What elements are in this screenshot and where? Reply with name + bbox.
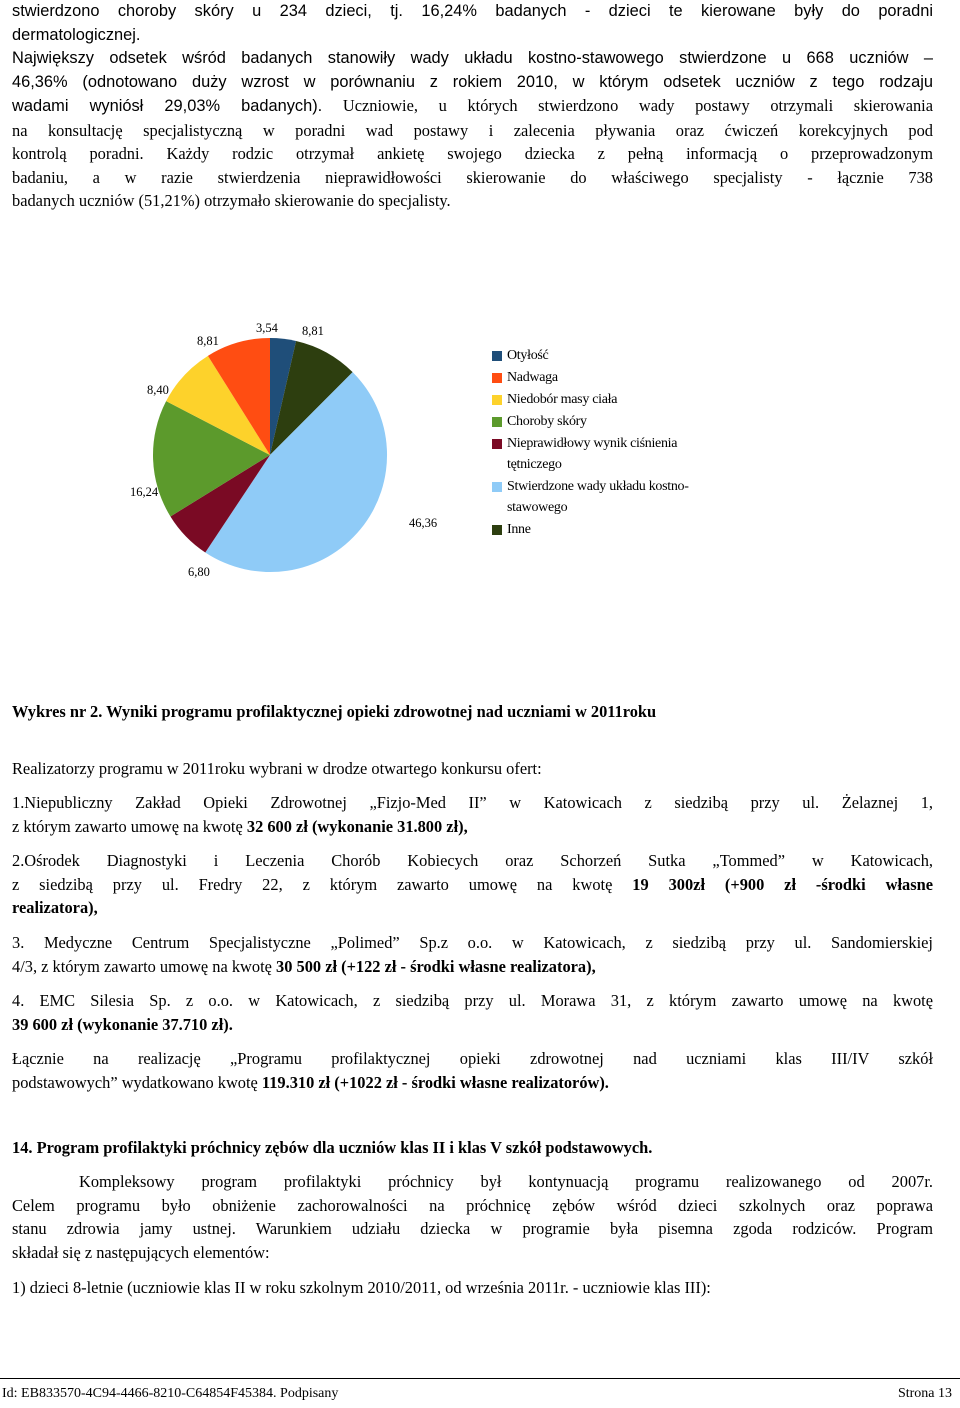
section-line: stanu zdrowia jamy ustnej. Warunkiem udziału dziecka w programie była pisemna zgoda rodziców. Program: [12, 1219, 933, 1238]
realizer-span: 4/3, z którym zawarto umowę na kwotę: [12, 956, 272, 976]
caption-text: Wyniki programu profilaktycznej opieki zdrowotnej nad uczniami w 2011roku: [106, 702, 657, 721]
total-amount: 119.310 zł (+1022 zł - środki własne realizatorów).: [261, 1072, 609, 1092]
realizer-amount: 39 600 zł (wykonanie 37.710 zł).: [12, 1014, 233, 1034]
realizer-amount: realizatora),: [12, 898, 98, 917]
section-line: Kompleksowy program profilaktyki próchnicy był kontynuacją programu realizowanego od 2007r.: [79, 1172, 933, 1191]
legend-item: [492, 518, 732, 540]
legend-item: [492, 388, 732, 410]
intro-line: 46,36% (odnotowano duży wzrost w porównaniu z rokiem 2010, w którym odsetek uczniów z tego rodzaju: [12, 72, 933, 91]
realizer-span: z siedzibą przy ul. Fredry 22, z którym zawarto umowę na kwotę: [12, 874, 613, 894]
intro-line: [12, 142, 933, 166]
legend-item: [492, 475, 732, 518]
intro-span: Każdy rodzic otrzymał ankietę swojego dziecka z pełną informacją o przeprowadzonym: [166, 144, 933, 163]
realizer-line: 4. EMC Silesia Sp. z o.o. w Katowicach, z siedzibą przy ul. Morawa 31, z którym zawarto umowę na kwotę: [12, 991, 933, 1010]
legend-label: Inne: [507, 522, 531, 537]
chart-legend: [492, 344, 732, 540]
chart-caption: [12, 700, 656, 723]
intro-paragraph: [12, 0, 933, 213]
legend-swatch: [492, 482, 502, 492]
section-14-item-1: 1) dzieci 8-letnie (uczniowie klas II w roku szkolnym 2010/2011, od września 2011r. - uczniowie klas III):: [12, 1278, 711, 1297]
section-14-heading: 14. Program profilaktyki próchnicy zębów dla uczniów klas II i klas V szkół podstawowych.: [12, 1138, 653, 1157]
realizer-line: [12, 1013, 933, 1037]
realizer-amount: 32 600 zł (wykonanie 31.800 zł),: [246, 816, 468, 836]
legend-label: Choroby skóry: [507, 414, 587, 429]
realizer-line: [12, 955, 933, 979]
legend-item: [492, 432, 732, 475]
realizer-amount: 19 300zł (+900 zł -środki własne: [632, 874, 933, 894]
total-paragraph: [12, 1047, 933, 1094]
legend-label: Otyłość: [507, 348, 549, 363]
legend-item: [492, 344, 732, 366]
intro-serif-span: Uczniowie, u których stwierdzono wady postawy otrzymali skierowania: [342, 96, 933, 115]
realizer-3: [12, 931, 933, 978]
realizer-4: [12, 989, 933, 1036]
pie-chart: [100, 305, 440, 595]
legend-label: Stwierdzone wady układu kostno- stawowego: [507, 479, 689, 515]
total-span: podstawowych” wydatkowano kwotę: [12, 1072, 258, 1092]
realizer-amount: 30 500 zł (+122 zł - środki własne realizatora),: [276, 956, 596, 976]
caption-prefix: Wykres nr 2.: [12, 702, 103, 721]
slice-value-label: 3,54: [256, 321, 278, 335]
legend-swatch: [492, 373, 502, 383]
legend-label: Niedobór masy ciała: [507, 392, 618, 407]
intro-line: stwierdzono choroby skóry u 234 dzieci, tj. 16,24% badanych - dzieci te kierowane były do poradni: [12, 2, 933, 20]
legend-swatch: [492, 395, 502, 405]
realizer-line: [12, 873, 933, 897]
intro-line: badanych uczniów (51,21%) otrzymało skierowanie do specjalisty.: [12, 191, 451, 210]
realizer-line: [12, 896, 933, 920]
total-line: Łącznie na realizację „Programu profilaktycznej opieki zdrowotnej nad uczniami klas III/IV szkół: [12, 1049, 933, 1068]
slice-value-label: 46,36: [409, 516, 438, 530]
realizer-span: z którym zawarto umowę na kwotę: [12, 816, 243, 836]
section-line: Celem programu było obniżenie zachorowalności na próchnicę zębów wśród dzieci szkolnych oraz poprawa: [12, 1195, 933, 1215]
slice-value-label: 16,24: [130, 485, 159, 499]
intro-line: badaniu, a w razie stwierdzenia nieprawidłowości skierowanie do właściwego specjalisty - łącznie 738: [12, 167, 933, 187]
intro-span: kontrolą poradni.: [12, 144, 144, 163]
legend-label: Nieprawidłowy wynik ciśnienia tętniczego: [507, 436, 678, 472]
legend-swatch: [492, 525, 502, 535]
legend-swatch: [492, 417, 502, 427]
section-line: składał się z następujących elementów:: [12, 1242, 270, 1262]
slice-value-label: 6,80: [188, 565, 210, 579]
document-id: Id: EB833570-4C94-4466-8210-C64854F45384. Podpisany: [2, 1386, 339, 1401]
slice-value-label: 8,81: [197, 334, 219, 348]
slice-value-label: 8,40: [147, 383, 169, 397]
realizer-line: 1.Niepubliczny Zakład Opieki Zdrowotnej „Fizjo-Med II” w Katowicach z siedzibą przy ul. Żelaznej 1,: [12, 793, 933, 812]
intro-line: na konsultację specjalistyczną w poradni wad postawy i zalecenia pływania oraz ćwiczeń korekcyjnych pod: [12, 120, 933, 140]
intro-line: dermatologicznej.: [12, 25, 141, 44]
realizer-line: [12, 815, 933, 839]
page-number: Strona 13: [897, 1386, 952, 1401]
legend-swatch: [492, 439, 502, 449]
section-14-paragraph: [12, 1170, 933, 1264]
realizer-1: [12, 791, 933, 838]
realizer-2: [12, 849, 933, 920]
footer-divider: [0, 1378, 960, 1379]
total-line: [12, 1071, 933, 1095]
realizers-intro: Realizatorzy programu w 2011roku wybrani w drodze otwartego konkursu ofert:: [12, 759, 542, 778]
intro-line: [12, 94, 933, 119]
intro-line: Największy odsetek wśród badanych stanowiły wady układu kostno-stawowego stwierdzone u 668 uczniów –: [12, 49, 933, 67]
realizer-line: 3. Medyczne Centrum Specjalistyczne „Polimed” Sp.z o.o. w Katowicach, z siedzibą przy ul. Sandomierskiej: [12, 933, 933, 952]
realizer-line: 2.Ośrodek Diagnostyki i Leczenia Chorób Kobiecych oraz Schorzeń Sutka „Tommed” w Katowicach,: [12, 851, 933, 870]
slice-value-label: 8,81: [302, 324, 324, 338]
intro-sans-span: wadami wyniósł 29,03% badanych).: [12, 97, 323, 115]
legend-label: Nadwaga: [507, 370, 558, 385]
legend-item: [492, 366, 732, 388]
legend-swatch: [492, 351, 502, 361]
legend-item: [492, 410, 732, 432]
